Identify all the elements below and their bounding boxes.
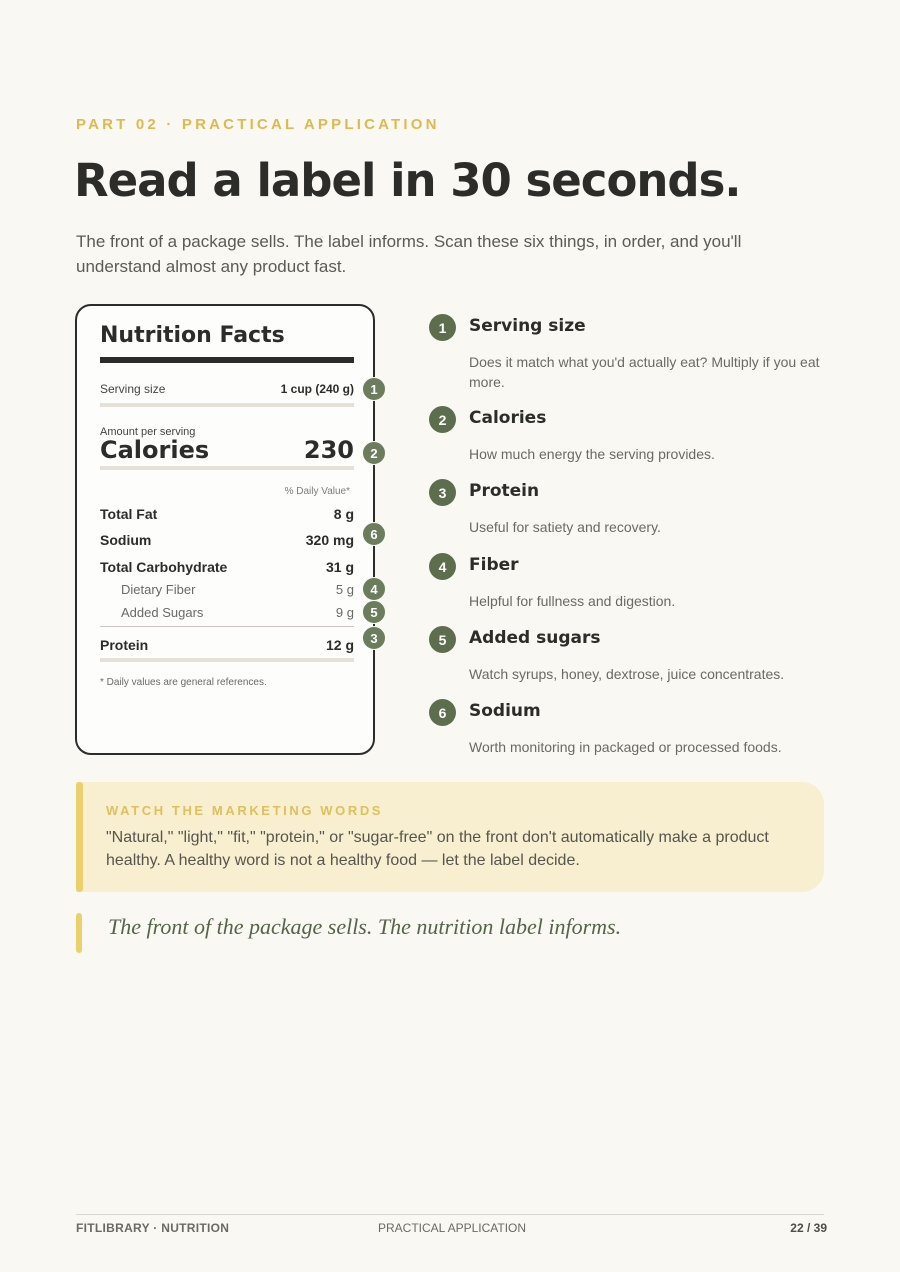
step-title: Added sugars xyxy=(469,628,601,648)
page-number: 22 / 39 xyxy=(790,1221,827,1235)
serving-size-value: 1 cup (240 g) xyxy=(280,382,354,396)
calories-label: Calories xyxy=(100,436,210,464)
eyebrow: PART 02 · PRACTICAL APPLICATION xyxy=(76,116,440,133)
step-number: 5 xyxy=(429,626,456,653)
nutrient-row-sodium xyxy=(100,532,354,548)
divider xyxy=(100,357,354,363)
calories-value: 230 xyxy=(303,436,354,464)
nutrient-label: Total Fat xyxy=(100,506,158,522)
badge-sodium: 6 xyxy=(362,522,386,546)
divider xyxy=(100,626,354,627)
nutrition-facts-card xyxy=(75,304,375,755)
nutrient-value: 12 g xyxy=(325,637,354,653)
nutrient-label: Total Carbohydrate xyxy=(100,559,228,575)
label-footnote: * Daily values are general references. xyxy=(100,677,267,688)
nutrient-label: Added Sugars xyxy=(121,605,204,620)
step-description: How much energy the serving provides. xyxy=(469,446,715,462)
nutrient-label: Dietary Fiber xyxy=(121,582,196,597)
nutrient-value: 5 g xyxy=(335,582,354,597)
badge-protein: 3 xyxy=(362,626,386,650)
nutrient-value: 320 mg xyxy=(305,532,354,548)
step-number: 6 xyxy=(429,699,456,726)
quote-accent-bar xyxy=(76,913,82,953)
nutrient-label: Protein xyxy=(100,637,149,653)
callout-accent-bar xyxy=(76,782,83,892)
step-description: Does it match what you'd actually eat? Multiply if you eat more. xyxy=(469,354,820,390)
intro-paragraph: The front of a package sells. The label informs. Scan these six things, in order, and you'll understand almost any product fast. xyxy=(76,232,742,276)
step-title: Fiber xyxy=(469,555,519,575)
daily-value-header: % Daily Value* xyxy=(284,486,350,497)
nutrient-value: 8 g xyxy=(333,506,354,522)
divider xyxy=(100,466,354,470)
badge-serving: 1 xyxy=(362,377,386,401)
step-description: Watch syrups, honey, dextrose, juice concentrates. xyxy=(469,666,785,682)
divider xyxy=(100,403,354,407)
footer-divider xyxy=(76,1214,824,1215)
step-title: Sodium xyxy=(469,701,541,721)
serving-size-row xyxy=(100,382,354,396)
page-title: Read a label in 30 seconds. xyxy=(74,154,741,207)
nutrient-row-total-carbohydrate xyxy=(100,559,354,575)
nutrient-row-total-fat xyxy=(100,506,354,522)
divider xyxy=(100,658,354,662)
step-description: Worth monitoring in packaged or processed foods. xyxy=(469,739,782,755)
step-title: Protein xyxy=(469,481,540,501)
step-number: 3 xyxy=(429,479,456,506)
pull-quote: The front of the package sells. The nutrition label informs. xyxy=(108,914,622,939)
nutrient-row-added-sugars xyxy=(100,605,354,620)
step-title: Calories xyxy=(469,408,547,428)
step-number: 2 xyxy=(429,406,456,433)
badge-fiber: 4 xyxy=(362,577,386,601)
serving-size-label: Serving size xyxy=(100,382,166,396)
callout-text: "Natural," "light," "fit," "protein," or "sugar-free" on the front don't automatically make a product healthy. A healthy word is not a healthy food — let the label decide. xyxy=(106,829,769,869)
step-number: 4 xyxy=(429,553,456,580)
nutrient-row-dietary-fiber xyxy=(100,582,354,597)
nutrition-facts-heading: Nutrition Facts xyxy=(100,323,285,348)
nutrient-value: 31 g xyxy=(325,559,354,575)
calories-row xyxy=(100,436,354,464)
callout-label: WATCH THE MARKETING WORDS xyxy=(106,803,384,818)
step-description: Helpful for fullness and digestion. xyxy=(469,593,676,609)
nutrient-row-protein xyxy=(100,637,354,653)
marketing-words-callout xyxy=(76,782,824,892)
footer-book-title: FITLIBRARY · NUTRITION xyxy=(76,1221,230,1235)
amount-per-serving: Amount per serving xyxy=(100,426,196,438)
nutrient-value: 9 g xyxy=(335,605,354,620)
step-number: 1 xyxy=(429,314,456,341)
badge-sugars: 5 xyxy=(362,600,386,624)
footer-section-name: PRACTICAL APPLICATION xyxy=(378,1221,527,1235)
nutrient-label: Sodium xyxy=(100,532,152,548)
step-title: Serving size xyxy=(469,316,586,336)
badge-calories: 2 xyxy=(362,441,386,465)
step-description: Useful for satiety and recovery. xyxy=(469,519,661,535)
